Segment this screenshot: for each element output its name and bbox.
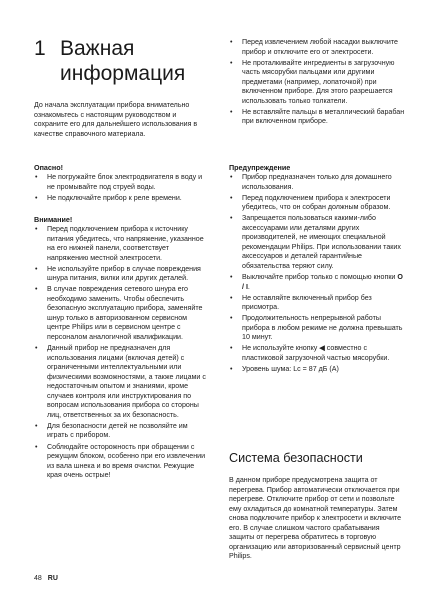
warning-section (34, 215, 206, 482)
caution-item-suffix: совместно с пластиковой загрузочной частью мясорубки. (242, 344, 390, 362)
warning-heading: Внимание! (34, 215, 73, 224)
chapter-title-line2: информация (60, 62, 186, 85)
danger-heading: Опасно! (34, 163, 64, 172)
warning-item: • Для безопасности детей не позволяйте им играть с прибором. (34, 422, 206, 441)
reverse-button-icon: ◀ (319, 344, 325, 353)
right-top-item: • Перед извлечением любой насадки выключите прибор и отключите его от электросети. (229, 38, 405, 57)
language-code: RU (47, 575, 58, 582)
caution-item: • Продолжительность непрерывной работы прибора в любом режиме не должна превышать 10 минут. (229, 314, 405, 343)
caution-section (229, 163, 405, 376)
warning-item: • Перед подключением прибора к источнику питания убедитесь, что напряжение, указанное на его нижней панели, соответствует напряжению местной электросети. (34, 225, 206, 263)
right-top-item: • Не проталкивайте ингредиенты в загрузочную часть мясорубки пальцами или другими предметами (например, лопаточкой) при включенном приборе. Для этого разрешается использовать только толкатели. (229, 59, 405, 107)
caution-item-text: Не используйте кнопку (242, 344, 318, 353)
chapter-title-line1: Важная (60, 37, 135, 60)
caution-item: • Выключайте прибор только с помощью кнопки O / I. (229, 273, 405, 292)
danger-section (34, 163, 206, 205)
caution-item: • Запрещается пользоваться какими-либо аксессуарами или деталями других производителей, не имеющих специальной рекомендации Philips. При использовании таких аксессуаров и деталей гарантийные обязательства теряют силу. (229, 214, 405, 271)
danger-item: • Не погружайте блок электродвигателя в воду и не промывайте под струей воды. (34, 173, 206, 192)
caution-heading: Предупреждение (229, 163, 291, 172)
caution-item: • Не оставляйте включенный прибор без присмотра. (229, 294, 405, 313)
warning-item: • Не используйте прибор в случае повреждения шнура питания, вилки или других деталей. (34, 265, 206, 284)
chapter-number: 1 (34, 37, 46, 60)
warning-item: • Соблюдайте осторожность при обращении с режущим блоком, особенно при его извлечении из вала шнека и во время очистки. Режущие края очень острые! (34, 443, 206, 481)
chapter-title (60, 36, 214, 86)
page-number: 48 (34, 575, 42, 582)
caution-item (229, 344, 405, 363)
caution-item: • Уровень шума: Lc = 87 дБ (A) (229, 365, 405, 375)
chapter-heading (34, 36, 214, 86)
right-top-section (229, 38, 405, 128)
page-footer (34, 574, 58, 583)
warning-item: • В случае повреждения сетевого шнура его необходимо заменить. Чтобы обеспечить безопасную эксплуатацию прибора, заменяйте шнур только в авторизованном сервисном центре Philips или в сервисном центре с персоналом аналогичной квалификации. (34, 285, 206, 342)
right-top-item: • Не вставляйте пальцы в металлический барабан при включенном приборе. (229, 108, 405, 127)
danger-item: • Не подключайте прибор к реле времени. (34, 194, 206, 204)
caution-item: • Перед подключением прибора к электросети убедитесь, что он собран должным образом. (229, 194, 405, 213)
power-switch-icon: O / I (242, 272, 403, 291)
safety-paragraph: В данном приборе предусмотрена защита от перегрева. Прибор автоматически отключается при перегреве. Отключите прибор от сети и позвольте ему охладиться до комнатной температуры. Затем снова подключите прибор к электросети и включите его. В случае слишком частого срабатывания защиты от перегрева обратитесь в торговую организацию или авторизованный сервисный центр Philips. (229, 476, 402, 561)
safety-heading: Система безопасности (229, 451, 363, 465)
caution-item-text: Выключайте прибор только с помощью кнопки (242, 272, 396, 281)
warning-item: • Данный прибор не предназначен для использования лицами (включая детей) с ограниченными интеллектуальными или физическими возможностями, а также лицами с недостаточным опытом и знаниями, кроме случаев контроля или инструктирования по вопросам использования прибора со стороны лиц, ответственных за их безопасность. (34, 344, 206, 420)
intro-paragraph: До начала эксплуатации прибора внимательно ознакомьтесь с настоящим руководством и сохраните его для дальнейшего использования в качестве справочного материала. (34, 101, 198, 138)
caution-item: • Прибор предназначен только для домашнего использования. (229, 173, 405, 192)
